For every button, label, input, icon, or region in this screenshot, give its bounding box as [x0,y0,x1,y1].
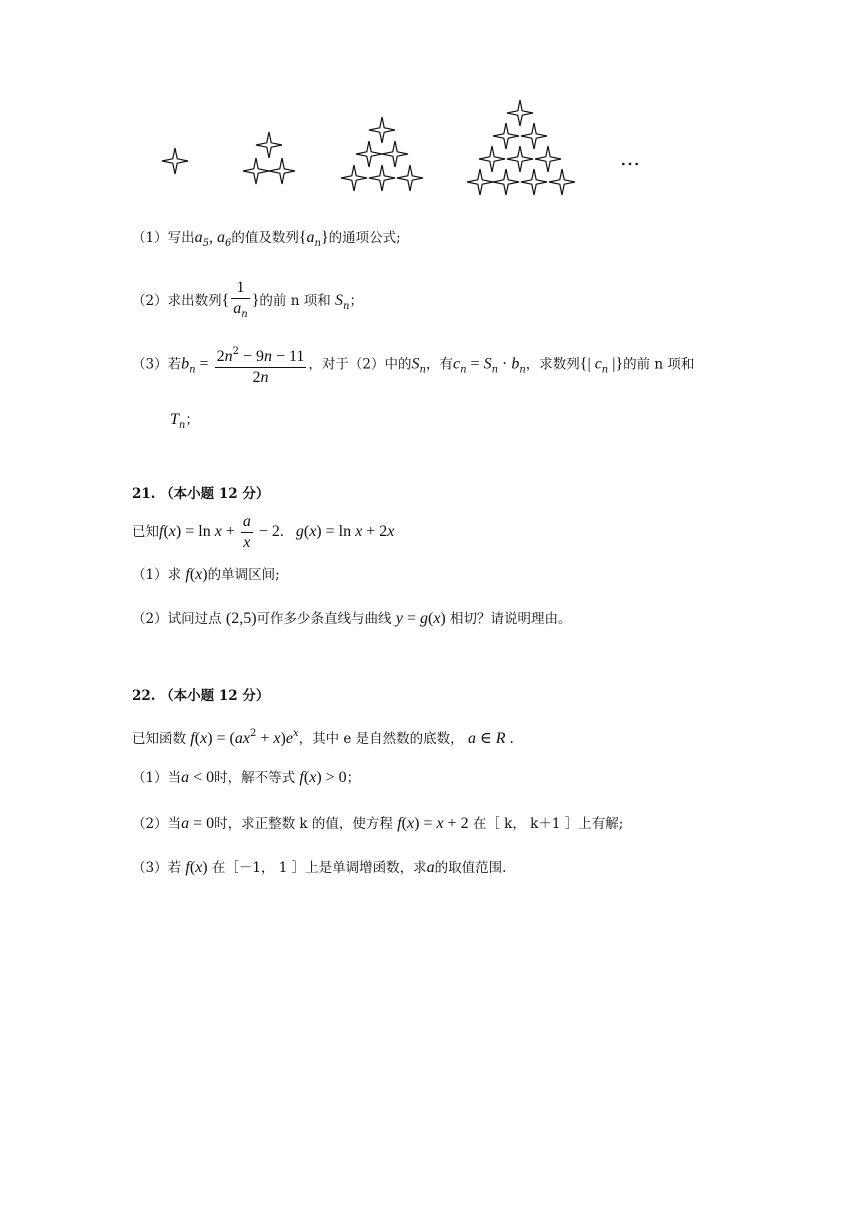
star-pattern-figure [140,95,610,205]
four-point-star-icon [341,165,367,191]
ellipsis: … [620,146,642,170]
four-point-star-icon [369,117,395,143]
four-point-star-icon [256,132,282,158]
p22-question-3: （3）若 f(x) 在［－1， 1 ］上是单调增函数，求a的取值范围. [132,859,507,876]
p20-question-1: （1）写出$a_5$, $a_6$的值及数列$\{a_n\}$的通项公式; [132,229,401,249]
four-point-star-icon [493,123,519,149]
p20-question-3: （3）若$b_n$ = $\frac{2n^2 - 9n - 11}{2n}$ ，对于（2）中的$S_n$，有$c_n = S_n \cdot b_n$，求数列{| $c_n$ |}的前 n 项和 [132,342,694,388]
p22-question-1: （1）当a < 0时，解不等式 f(x) > 0； [132,769,361,786]
four-point-star-icon [397,165,423,191]
p20-question-3-cont: $T_n$； [170,411,199,431]
four-point-star-icon [467,169,493,195]
four-point-star-icon [369,165,395,191]
four-point-star-icon [507,146,533,172]
four-point-star-icon [382,141,408,167]
four-point-star-icon [356,141,382,167]
four-point-star-icon [269,158,295,184]
four-point-star-icon [521,123,547,149]
p22-question-2: （2）当a = 0时，求正整数 k 的值，使方程 f(x) = x + 2 在［ k， k＋1 ］上有解; [132,815,624,832]
four-point-star-icon [549,169,575,195]
four-point-star-icon [162,148,188,174]
p21-statement: 已知f(x) = ln x + $\frac{a}{x}$ − 2. g(x) = ln x + 2x [132,513,395,551]
p21-header: 21. （本小题 12 分） [132,486,270,502]
p20-question-2: （2）求出数列{ $\frac{1}{a_n}$ }的前 n 项和 $S_n$； [132,279,363,320]
p22-statement: 已知函数 $f(x) = (ax^2 + x)e^x$，其中 e 是自然数的底数， a ∈ R . [132,728,514,747]
p21-question-2: （2）试问过点 (2,5)可作多少条直线与曲线 y = g(x) 相切？请说明理由。 [132,610,572,627]
four-point-star-icon [521,169,547,195]
four-point-star-icon [243,158,269,184]
p22-header: 22. （本小题 12 分） [132,688,270,704]
four-point-star-icon [535,146,561,172]
four-point-star-icon [479,146,505,172]
four-point-star-icon [493,169,519,195]
four-point-star-icon [507,100,533,126]
p21-question-1: （1）求 f(x)的单调区间; [132,566,280,583]
